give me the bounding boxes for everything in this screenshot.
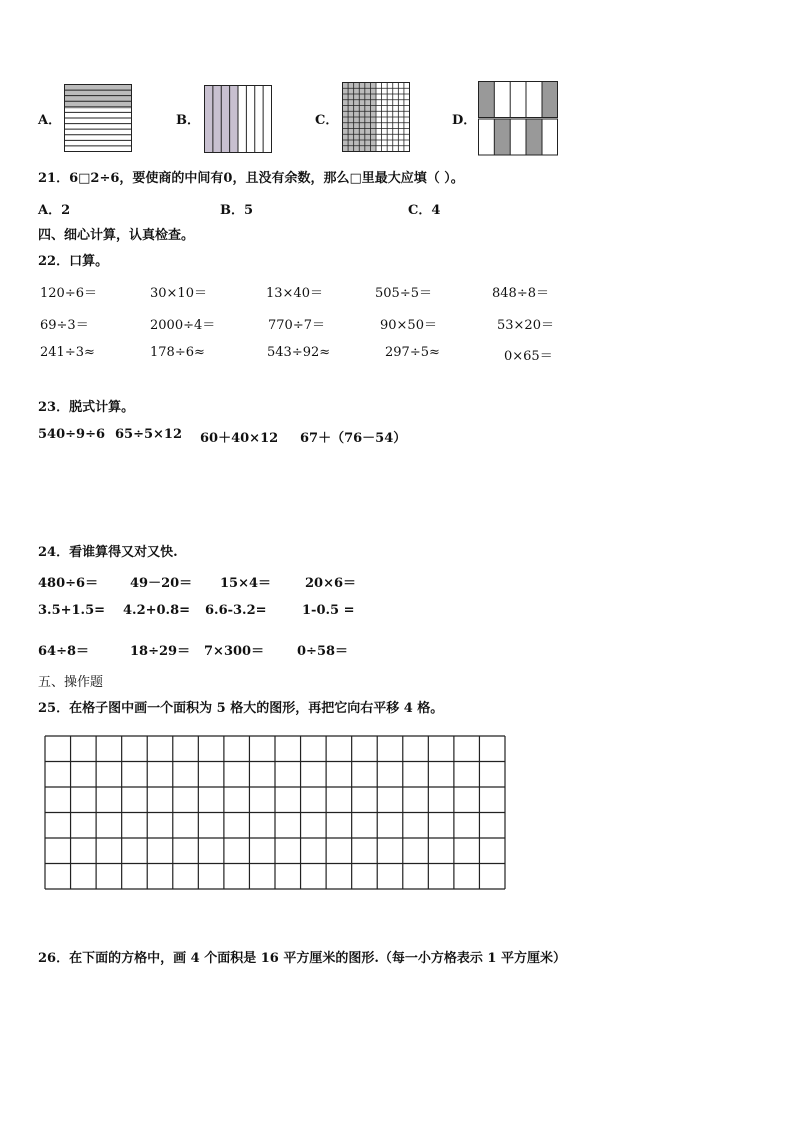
option-a-label: A．	[38, 113, 62, 128]
option-d-label: D．	[452, 113, 477, 128]
q22-item: 505÷5＝	[375, 286, 432, 301]
q24-item: 18÷29＝	[130, 644, 191, 659]
q21-text: 21．6□2÷6，要使商的中间有0，且没有余数，那么□里最大应填（ ）。	[38, 171, 464, 186]
figure-a	[64, 84, 132, 152]
q24-item: 480÷6＝	[38, 576, 99, 591]
q24-title: 24．看谁算得又对又快.	[38, 545, 178, 560]
option-c-label: C．	[315, 113, 339, 128]
q21-option-b: B．5	[220, 203, 254, 218]
q24-item: 1-0.5 =	[302, 603, 355, 618]
q24-item: 64÷8＝	[38, 644, 90, 659]
q25-grid[interactable]	[44, 735, 506, 890]
q22-item: 0×65＝	[504, 349, 553, 364]
q22-item: 297÷5≈	[385, 345, 440, 360]
q24-item: 7×300＝	[204, 644, 265, 659]
q22-item: 178÷6≈	[150, 345, 205, 360]
q26-title: 26．在下面的方格中，画 4 个面积是 16 平方厘米的图形.（每一小方格表示 1 平方厘米）	[38, 951, 566, 966]
q22-title: 22．口算。	[38, 254, 109, 269]
q23-item: 67＋（76－54）	[300, 431, 407, 446]
q24-item: 15×4＝	[220, 576, 272, 591]
q22-item: 120÷6＝	[40, 286, 97, 301]
q24-item: 0÷58＝	[297, 644, 349, 659]
figure-d	[478, 81, 558, 156]
q22-item: 90×50＝	[380, 318, 437, 333]
q24-item: 4.2+0.8=	[123, 603, 191, 618]
figure-b	[204, 85, 272, 153]
q22-item: 13×40＝	[266, 286, 323, 301]
q22-item: 2000÷4＝	[150, 318, 216, 333]
q24-item: 20×6＝	[305, 576, 357, 591]
q22-item: 770÷7＝	[268, 318, 325, 333]
q22-item: 848÷8＝	[492, 286, 549, 301]
q24-item: 3.5+1.5=	[38, 603, 106, 618]
option-b-label: B．	[176, 113, 200, 128]
q23-item: 65÷5×12	[115, 427, 183, 442]
q22-item: 53×20＝	[497, 318, 554, 333]
q23-title: 23．脱式计算。	[38, 400, 135, 415]
q25-title: 25．在格子图中画一个面积为 5 格大的图形，再把它向右平移 4 格。	[38, 701, 444, 716]
q22-item: 30×10＝	[150, 286, 207, 301]
q24-item: 49－20＝	[130, 576, 193, 591]
section-5-heading: 五、操作题	[38, 675, 104, 690]
figure-c	[342, 82, 410, 152]
q24-item: 6.6-3.2=	[205, 603, 267, 618]
section-4-heading: 四、细心计算，认真检查。	[38, 228, 195, 243]
q21-option-c: C．4	[408, 203, 441, 218]
q22-item: 543÷92≈	[267, 345, 331, 360]
q23-item: 540÷9÷6	[38, 427, 106, 442]
q23-item: 60＋40×12	[200, 431, 279, 446]
q21-option-a: A．2	[38, 203, 71, 218]
q22-item: 241÷3≈	[40, 345, 95, 360]
q22-item: 69÷3＝	[40, 318, 89, 333]
